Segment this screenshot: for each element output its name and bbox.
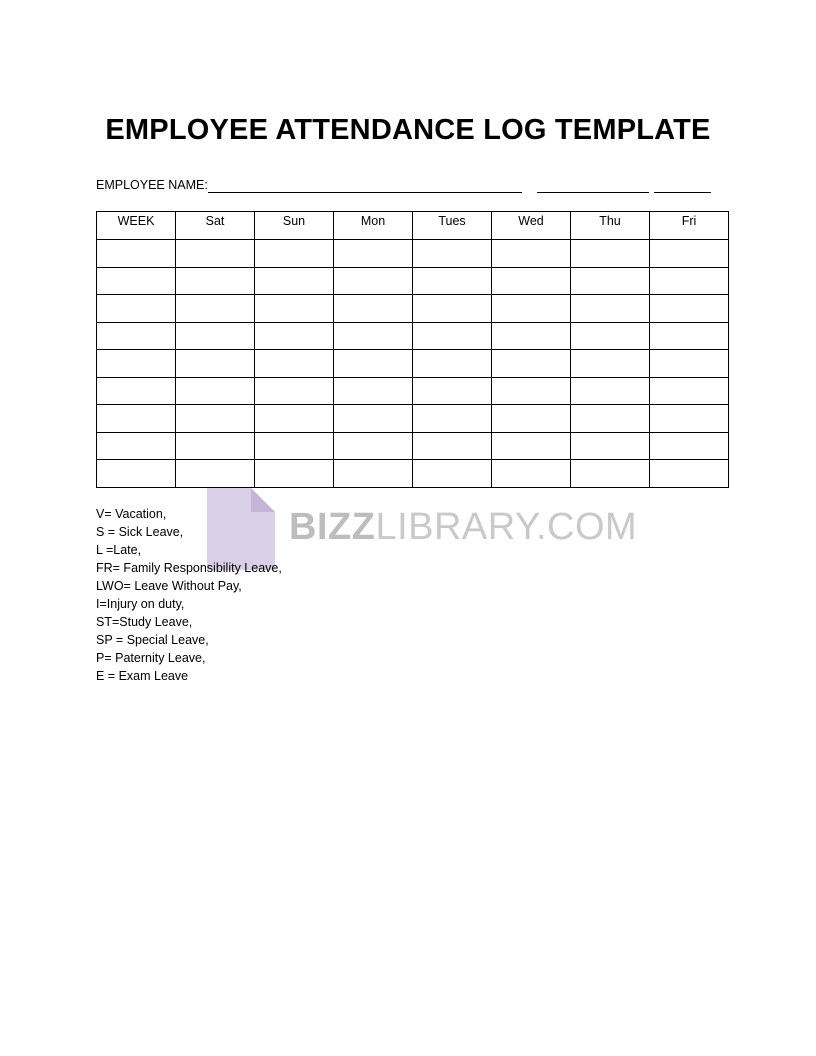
page-title: EMPLOYEE ATTENDANCE LOG TEMPLATE [105,114,711,146]
table-cell[interactable] [176,405,255,433]
column-header-week: WEEK [97,212,176,240]
watermark-text-bold: BIZZ [289,506,376,548]
table-body [97,240,729,488]
table-cell[interactable] [97,432,176,460]
table-cell[interactable] [176,350,255,378]
column-header-wed: Wed [492,212,571,240]
legend-item: L =Late, [96,543,142,557]
table-cell[interactable] [97,322,176,350]
table-cell[interactable] [650,432,729,460]
table-cell[interactable] [571,240,650,268]
table-cell[interactable] [334,432,413,460]
legend-item: P= Paternity Leave, [96,651,206,665]
secondary-field[interactable] [537,192,649,193]
table-row [97,267,729,295]
table-cell[interactable] [413,432,492,460]
legend-item: SP = Special Leave, [96,633,209,647]
table-cell[interactable] [571,267,650,295]
attendance-table [96,211,729,488]
table-cell[interactable] [334,295,413,323]
table-cell[interactable] [571,350,650,378]
table-cell[interactable] [255,432,334,460]
column-header-tues: Tues [413,212,492,240]
table-cell[interactable] [97,295,176,323]
table-cell[interactable] [650,405,729,433]
table-cell[interactable] [176,460,255,488]
table-cell[interactable] [176,267,255,295]
table-cell[interactable] [334,377,413,405]
legend-item: V= Vacation, [96,507,167,521]
table-row [97,240,729,268]
table-cell[interactable] [413,322,492,350]
table-cell[interactable] [176,240,255,268]
table-cell[interactable] [176,295,255,323]
table-cell[interactable] [413,350,492,378]
table-row [97,432,729,460]
column-header-sun: Sun [255,212,334,240]
table-cell[interactable] [255,295,334,323]
table-cell[interactable] [255,267,334,295]
header-row [97,212,729,240]
table-cell[interactable] [97,377,176,405]
table-cell[interactable] [334,460,413,488]
employee-name-label: EMPLOYEE NAME: [96,178,208,192]
table-cell[interactable] [492,432,571,460]
table-cell[interactable] [650,240,729,268]
legend-item: S = Sick Leave, [96,525,184,539]
table-cell[interactable] [97,240,176,268]
table-cell[interactable] [334,350,413,378]
legend-item: I=Injury on duty, [96,597,185,611]
table-cell[interactable] [255,240,334,268]
table-cell[interactable] [492,460,571,488]
column-header-mon: Mon [334,212,413,240]
legend-item: E = Exam Leave [96,669,189,683]
table-cell[interactable] [571,432,650,460]
table-cell[interactable] [255,322,334,350]
table-cell[interactable] [413,377,492,405]
column-header-fri: Fri [650,212,729,240]
table-cell[interactable] [650,295,729,323]
table-cell[interactable] [571,377,650,405]
table-cell[interactable] [97,460,176,488]
table-cell[interactable] [492,295,571,323]
table-cell[interactable] [571,405,650,433]
table-cell[interactable] [255,405,334,433]
legend-item: ST=Study Leave, [96,615,193,629]
table-cell[interactable] [650,460,729,488]
table-cell[interactable] [492,405,571,433]
tertiary-field[interactable] [654,192,711,193]
table-cell[interactable] [334,240,413,268]
table-cell[interactable] [334,322,413,350]
table-cell[interactable] [255,377,334,405]
table-cell[interactable] [492,267,571,295]
column-header-sat: Sat [176,212,255,240]
table-cell[interactable] [650,322,729,350]
table-cell[interactable] [334,267,413,295]
column-header-thu: Thu [571,212,650,240]
table-cell[interactable] [255,460,334,488]
table-cell[interactable] [571,460,650,488]
table-cell[interactable] [413,460,492,488]
table-cell[interactable] [571,295,650,323]
legend-list [96,505,282,685]
table-row [97,322,729,350]
table-cell[interactable] [650,267,729,295]
table-cell[interactable] [413,240,492,268]
table-cell[interactable] [97,405,176,433]
table-cell[interactable] [492,322,571,350]
table-cell[interactable] [650,350,729,378]
table-cell[interactable] [176,432,255,460]
table-cell[interactable] [492,350,571,378]
table-cell[interactable] [492,240,571,268]
table-cell[interactable] [255,350,334,378]
table-row [97,350,729,378]
table-cell[interactable] [571,322,650,350]
table-row [97,405,729,433]
table-cell[interactable] [97,350,176,378]
table-cell[interactable] [334,405,413,433]
table-cell[interactable] [413,295,492,323]
watermark-text [289,506,637,549]
table-row [97,377,729,405]
table-cell[interactable] [650,377,729,405]
table-row [97,295,729,323]
watermark-text-regular: LIBRARY.COM [375,506,638,548]
table-cell[interactable] [413,267,492,295]
legend-item: LWO= Leave Without Pay, [96,579,242,593]
legend-item: FR= Family Responsibility Leave, [96,561,282,575]
table-row [97,460,729,488]
table-cell[interactable] [97,267,176,295]
table-cell[interactable] [413,405,492,433]
table-cell[interactable] [492,377,571,405]
table-cell[interactable] [176,377,255,405]
table-cell[interactable] [176,322,255,350]
employee-name-field[interactable] [208,192,522,193]
